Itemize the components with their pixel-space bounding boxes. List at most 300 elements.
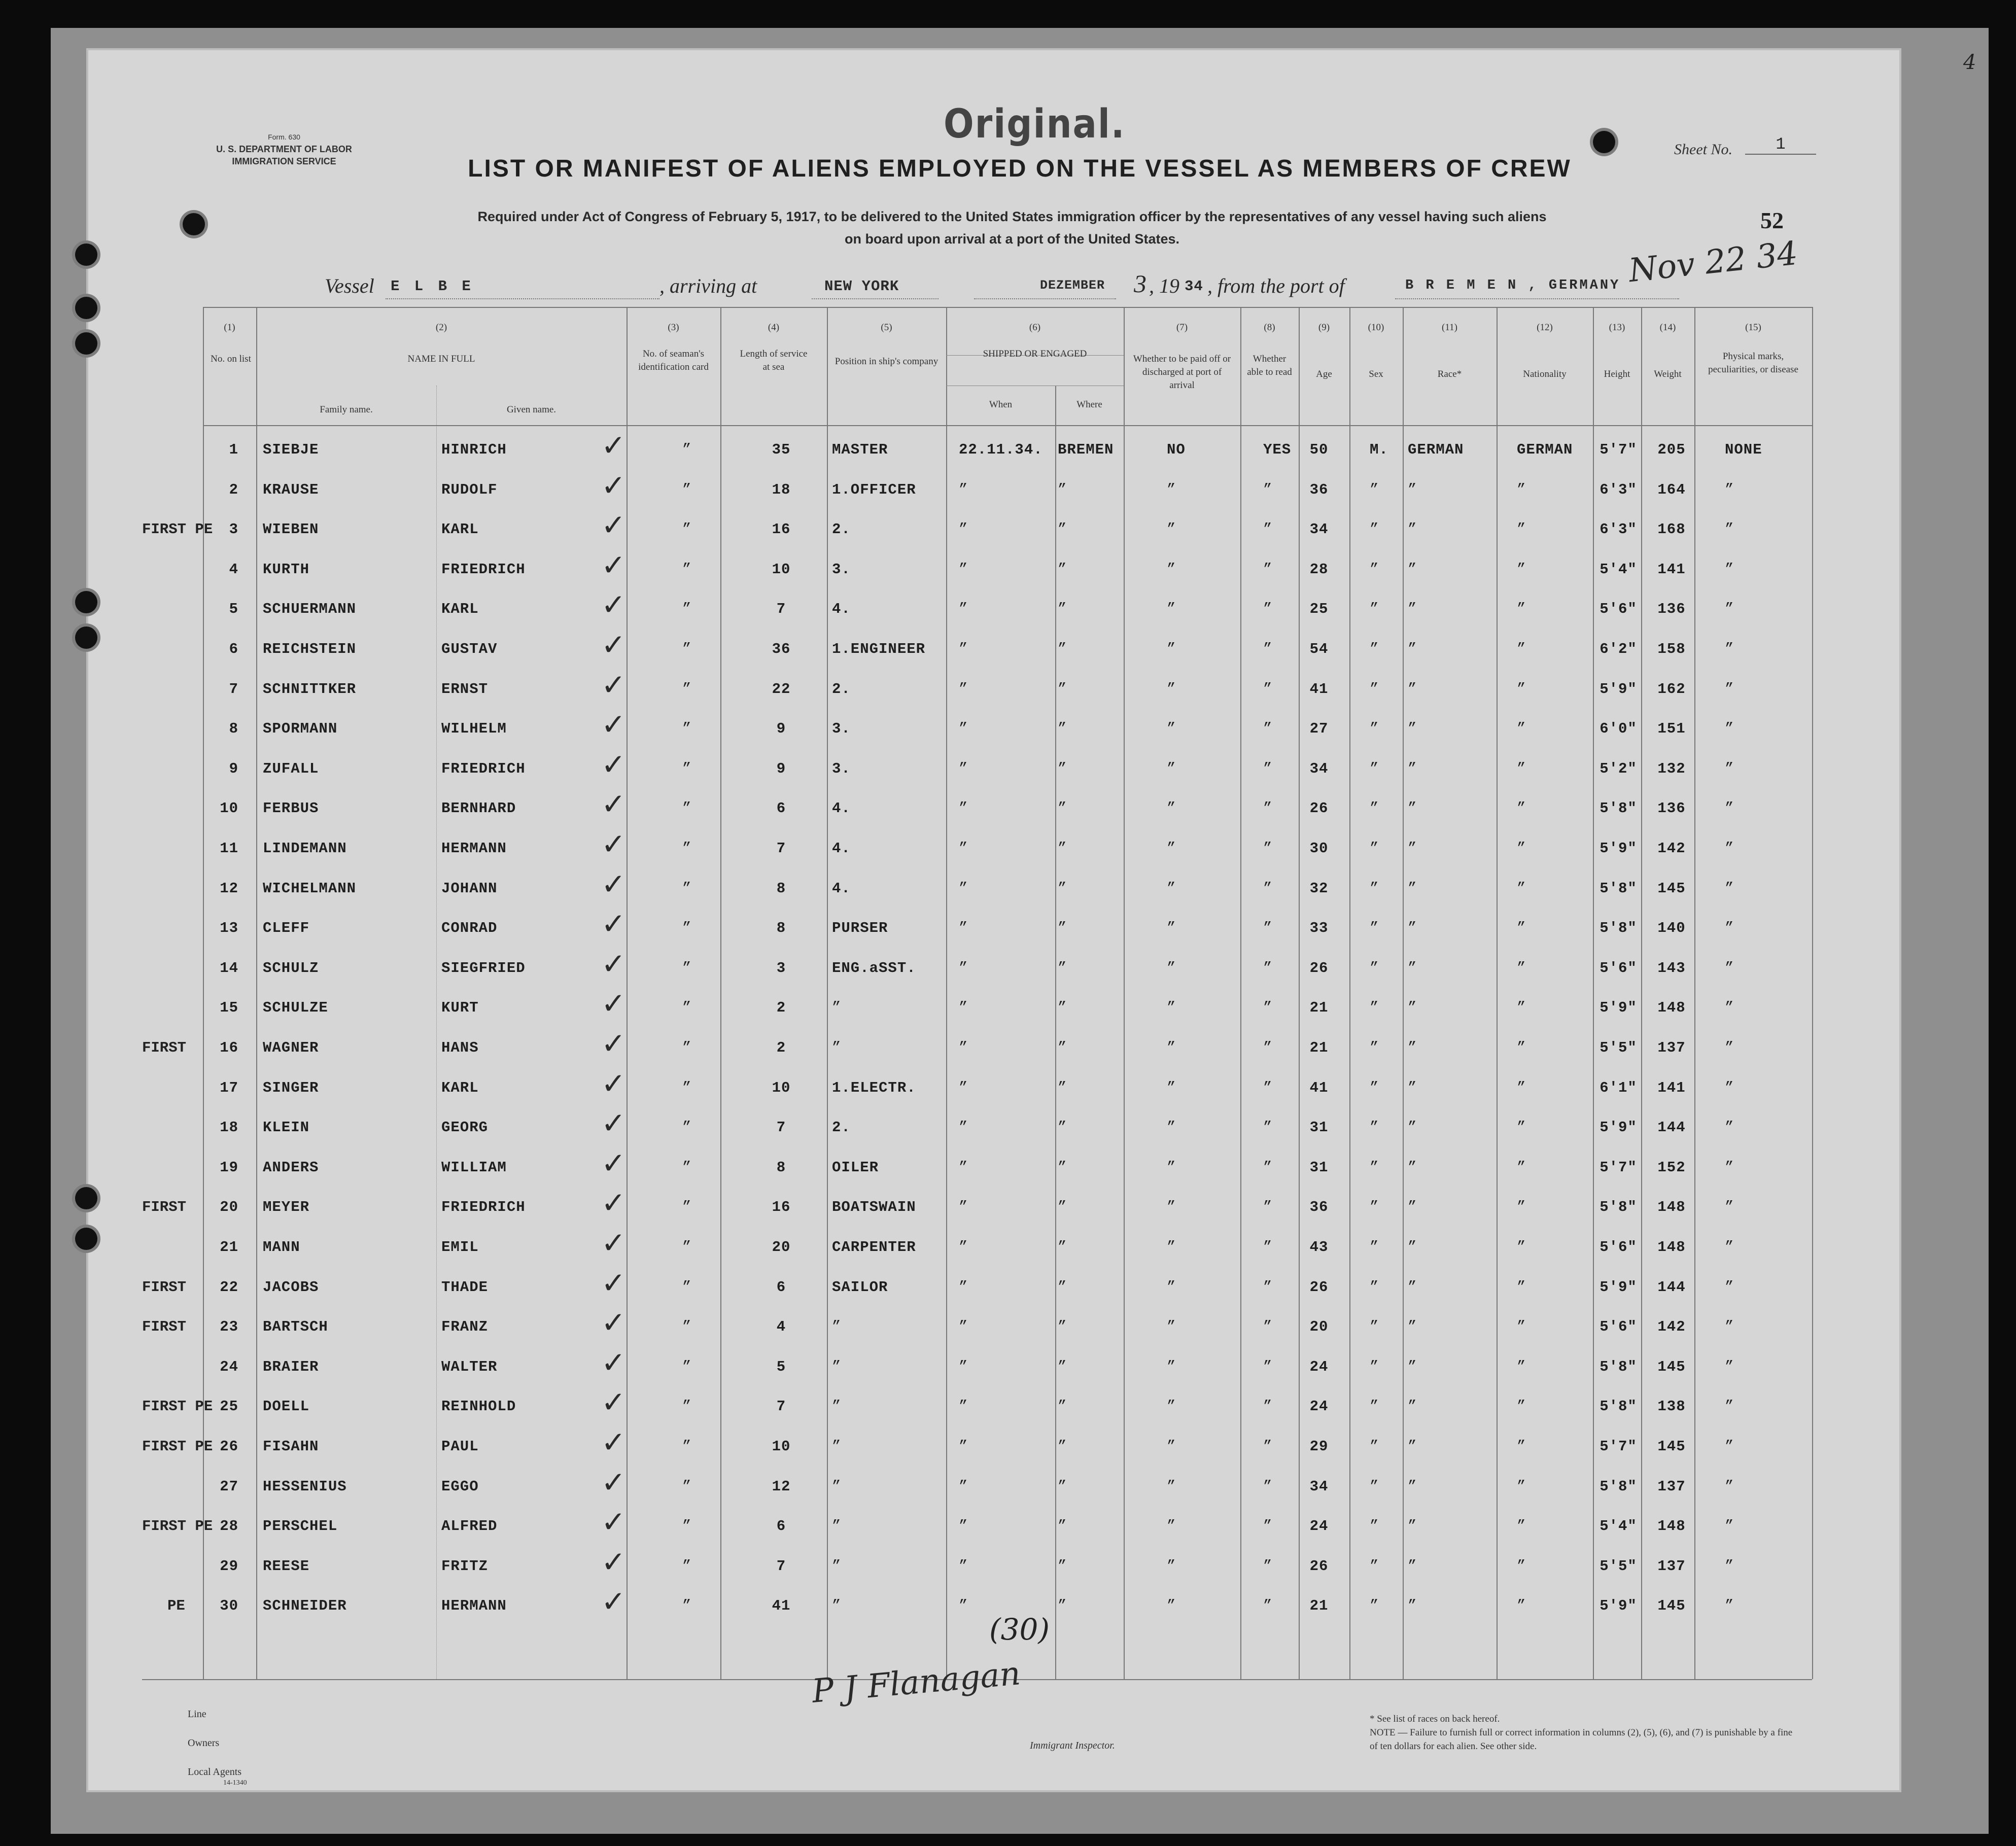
- ditto-mark: ”: [682, 1597, 692, 1615]
- cell-no: 1: [229, 441, 238, 458]
- ditto-mark: ”: [1263, 1278, 1273, 1296]
- cell-ht: 5'9": [1600, 1278, 1637, 1296]
- check-mark: ✓: [601, 1584, 627, 1619]
- cell-ht: 5'9": [1600, 840, 1637, 857]
- cell-wt: 136: [1657, 800, 1686, 817]
- cell-len: 4: [776, 1318, 786, 1336]
- vessel-name: E L B E: [391, 278, 474, 295]
- cell-pos: 3.: [832, 561, 851, 578]
- cell-sex: M.: [1370, 441, 1388, 458]
- cell-wt: 148: [1657, 999, 1686, 1017]
- ditto-mark: ”: [1263, 1438, 1273, 1455]
- ditto-mark: ”: [1517, 1119, 1526, 1136]
- ditto-mark: ”: [1263, 760, 1273, 777]
- ditto-mark: ”: [1167, 1557, 1176, 1575]
- ditto-mark: ”: [1725, 1318, 1734, 1336]
- ditto-mark: ”: [1408, 1039, 1417, 1056]
- ditto-mark: ”: [1725, 1557, 1734, 1575]
- ditto-mark: ”: [1725, 959, 1734, 977]
- ditto-mark: ”: [682, 920, 692, 937]
- col-num-13: (13): [1609, 322, 1625, 333]
- ditto-mark: ”: [1263, 1199, 1273, 1216]
- cell-wt: 152: [1657, 1159, 1686, 1176]
- ditto-mark: ”: [1263, 1398, 1273, 1415]
- ditto-mark: ”: [682, 521, 692, 538]
- ditto-mark: ”: [1725, 1438, 1734, 1455]
- cell-no: 27: [220, 1478, 238, 1495]
- ditto-mark: ”: [1263, 1079, 1273, 1096]
- cell-wt: 145: [1657, 1597, 1686, 1615]
- check-mark: ✓: [601, 1186, 627, 1221]
- ditto-mark: ”: [959, 1278, 968, 1296]
- cell-ht: 6'2": [1600, 641, 1637, 657]
- header-name-in-full: NAME IN FULL: [407, 354, 475, 364]
- cell-family: SIEBJE: [263, 441, 319, 458]
- ditto-mark: ”: [682, 720, 692, 738]
- ditto-mark: ”: [1058, 1597, 1067, 1615]
- line-label: Line: [188, 1709, 206, 1720]
- ditto-mark: ”: [1725, 601, 1734, 618]
- ditto-mark: ”: [1263, 601, 1273, 618]
- ditto-mark: ”: [1263, 1358, 1273, 1375]
- ditto-mark: ”: [1167, 720, 1176, 738]
- cell-wt: 140: [1657, 920, 1686, 937]
- cell-age: 43: [1309, 1239, 1329, 1256]
- ditto-mark: ”: [682, 1119, 692, 1136]
- ditto-mark: ”: [682, 1518, 692, 1535]
- cell-age: 21: [1309, 1039, 1329, 1056]
- ditto-mark: ”: [1058, 1398, 1067, 1415]
- ditto-mark: ”: [1408, 680, 1417, 698]
- cell-len: 16: [772, 1199, 791, 1216]
- cell-ht: 5'8": [1600, 880, 1637, 897]
- ditto-mark: ”: [1167, 800, 1176, 817]
- year-prefix: , 19: [1149, 274, 1179, 297]
- cell-no: 4: [229, 561, 238, 578]
- cell-pos: 2.: [832, 521, 851, 538]
- ditto-mark: ”: [1167, 481, 1176, 498]
- ditto-mark: ”: [1725, 999, 1734, 1017]
- ditto-mark: ”: [959, 999, 968, 1017]
- ditto-mark: ”: [1263, 1239, 1273, 1256]
- check-mark: ✓: [601, 1345, 627, 1380]
- cell-pos: CARPENTER: [832, 1239, 916, 1256]
- cell-wt: 141: [1657, 561, 1686, 578]
- table-row: [0, 508, 2016, 561]
- col-num-11: (11): [1442, 322, 1457, 333]
- ditto-mark: ”: [1517, 1159, 1526, 1176]
- table-row: [0, 1425, 2016, 1478]
- ditto-mark: ”: [1725, 1398, 1734, 1415]
- col-num-14: (14): [1659, 322, 1676, 333]
- ditto-mark: ”: [1370, 1597, 1379, 1615]
- cell-family: LINDEMANN: [263, 840, 347, 857]
- col-num-5: (5): [881, 322, 892, 333]
- ditto-mark: ”: [1167, 521, 1176, 538]
- ditto-mark: ”: [682, 481, 692, 498]
- ditto-mark: ”: [1408, 959, 1417, 977]
- ditto-mark: ”: [1263, 1597, 1273, 1615]
- cell-given: RUDOLF: [441, 481, 498, 498]
- ditto-mark: ”: [1370, 920, 1379, 937]
- ditto-mark: ”: [1517, 800, 1526, 817]
- cell-no: 24: [220, 1358, 238, 1375]
- cell-where: BREMEN: [1058, 441, 1114, 458]
- ditto-mark: ”: [1058, 920, 1067, 937]
- ditto-mark: ”: [832, 1039, 842, 1056]
- arrival-day: 3: [1134, 269, 1146, 298]
- ditto-mark: ”: [1263, 641, 1273, 657]
- cell-given: HINRICH: [441, 441, 507, 458]
- cell-given: JOHANN: [441, 880, 498, 897]
- ditto-mark: ”: [1370, 1478, 1379, 1495]
- cell-nat: GERMAN: [1517, 441, 1573, 458]
- check-mark: ✓: [601, 468, 627, 503]
- ditto-mark: ”: [1058, 760, 1067, 777]
- ditto-mark: ”: [1517, 720, 1526, 738]
- ditto-mark: ”: [1263, 680, 1273, 698]
- ditto-mark: ”: [1725, 720, 1734, 738]
- ditto-mark: ”: [682, 1199, 692, 1216]
- header-position: Position in ship's company: [835, 356, 939, 367]
- manifest-title: LIST OR MANIFEST OF ALIENS EMPLOYED ON THE VESSEL AS MEMBERS OF CREW: [468, 155, 1572, 182]
- header-seaman-id: No. of seaman's identification card: [638, 349, 709, 372]
- ditto-mark: ”: [832, 1557, 842, 1575]
- form-identification: [178, 131, 391, 167]
- ditto-mark: ”: [1370, 601, 1379, 618]
- original-stamp: Original.: [944, 101, 1126, 147]
- check-mark: ✓: [601, 428, 627, 463]
- service-name: IMMIGRATION SERVICE: [232, 156, 336, 166]
- cell-ht: 5'7": [1600, 1159, 1637, 1176]
- cell-family: SPORMANN: [263, 720, 338, 738]
- row-note: PE: [167, 1597, 185, 1615]
- ditto-mark: ”: [682, 760, 692, 777]
- ditto-mark: ”: [1263, 880, 1273, 897]
- cell-family: SCHNEIDER: [263, 1597, 347, 1615]
- ditto-mark: ”: [1167, 1159, 1176, 1176]
- table-row: [0, 827, 2016, 880]
- col-num-15: (15): [1745, 322, 1761, 333]
- cell-wt: 142: [1657, 1318, 1686, 1336]
- cell-family: FISAHN: [263, 1438, 319, 1455]
- cell-ht: 5'8": [1600, 920, 1637, 937]
- check-mark: ✓: [601, 1026, 627, 1061]
- cell-family: SCHULZE: [263, 999, 328, 1017]
- cell-no: 21: [220, 1239, 238, 1256]
- header-when: When: [989, 399, 1013, 410]
- ditto-mark: ”: [959, 481, 968, 498]
- cell-ht: 5'9": [1600, 1597, 1637, 1615]
- ditto-mark: ”: [1408, 800, 1417, 817]
- cell-len: 18: [772, 481, 791, 498]
- ditto-mark: ”: [959, 1478, 968, 1495]
- cell-given: ERNST: [441, 680, 489, 698]
- ditto-mark: ”: [1408, 760, 1417, 777]
- ditto-mark: ”: [1370, 999, 1379, 1017]
- ditto-mark: ”: [1517, 1398, 1526, 1415]
- ditto-mark: ”: [1725, 481, 1734, 498]
- ditto-mark: ”: [959, 840, 968, 857]
- cell-len: 7: [776, 1557, 786, 1575]
- cell-family: ZUFALL: [263, 760, 319, 777]
- cell-wt: 137: [1657, 1039, 1686, 1056]
- cell-ht: 5'8": [1600, 1358, 1637, 1375]
- cell-given: HERMANN: [441, 1597, 507, 1615]
- cell-no: 22: [220, 1278, 238, 1296]
- ditto-mark: ”: [1058, 1159, 1067, 1176]
- ditto-mark: ”: [1408, 601, 1417, 618]
- cell-wt: 148: [1657, 1239, 1686, 1256]
- cell-given: SIEGFRIED: [441, 959, 526, 977]
- cell-pos: 1.ENGINEER: [832, 641, 926, 657]
- table-row: [0, 907, 2016, 959]
- ditto-mark: ”: [1370, 1438, 1379, 1455]
- row-note: FIRST: [142, 1039, 187, 1056]
- ditto-mark: ”: [1370, 1518, 1379, 1535]
- ditto-mark: ”: [1517, 641, 1526, 657]
- cell-len: 12: [772, 1478, 791, 1495]
- ditto-mark: ”: [1263, 840, 1273, 857]
- check-mark: ✓: [601, 1305, 627, 1340]
- agents-label: Local Agents: [188, 1766, 242, 1778]
- cell-no: 7: [229, 680, 238, 698]
- cell-pos: 4.: [832, 840, 851, 857]
- cell-wt: 136: [1657, 601, 1686, 618]
- ditto-mark: ”: [959, 641, 968, 657]
- ditto-mark: ”: [1058, 680, 1067, 698]
- ditto-mark: ”: [1370, 561, 1379, 578]
- ditto-mark: ”: [959, 920, 968, 937]
- check-mark: ✓: [601, 1145, 627, 1180]
- table-row: [0, 1544, 2016, 1597]
- total-count: (30): [989, 1612, 1050, 1647]
- cell-no: 17: [220, 1079, 238, 1096]
- row-note: FIRST PE: [142, 1518, 213, 1535]
- ditto-mark: ”: [1408, 999, 1417, 1017]
- ditto-mark: ”: [1263, 561, 1273, 578]
- cell-wt: 137: [1657, 1478, 1686, 1495]
- cell-given: BERNHARD: [441, 800, 516, 817]
- ditto-mark: ”: [1370, 1318, 1379, 1336]
- ditto-mark: ”: [1408, 1239, 1417, 1256]
- cell-ht: 5'9": [1600, 1119, 1637, 1136]
- ditto-mark: ”: [1370, 1079, 1379, 1096]
- check-mark: ✓: [601, 628, 627, 662]
- cell-age: 36: [1309, 1199, 1329, 1216]
- ditto-mark: ”: [1370, 880, 1379, 897]
- ditto-mark: ”: [1517, 680, 1526, 698]
- cell-no: 13: [220, 920, 238, 937]
- ditto-mark: ”: [1370, 1278, 1379, 1296]
- cell-no: 15: [220, 999, 238, 1017]
- col-num-7: (7): [1176, 322, 1188, 333]
- cell-given: PAUL: [441, 1438, 479, 1455]
- ditto-mark: ”: [1408, 880, 1417, 897]
- ditto-mark: ”: [1408, 1478, 1417, 1495]
- ditto-mark: ”: [1408, 521, 1417, 538]
- cell-ht: 5'2": [1600, 760, 1637, 777]
- header-paid-off: Whether to be paid off or discharged at port of arrival: [1133, 354, 1231, 391]
- ditto-mark: ”: [1167, 840, 1176, 857]
- ditto-mark: ”: [1058, 800, 1067, 817]
- ditto-mark: ”: [1167, 1438, 1176, 1455]
- cell-no: 9: [229, 760, 238, 777]
- check-mark: ✓: [601, 986, 627, 1021]
- ditto-mark: ”: [1167, 1398, 1176, 1415]
- cell-len: 22: [772, 680, 791, 698]
- ditto-mark: ”: [1408, 1119, 1417, 1136]
- cell-len: 8: [776, 880, 786, 897]
- check-mark: ✓: [601, 787, 627, 822]
- ditto-mark: ”: [682, 680, 692, 698]
- check-mark: ✓: [601, 907, 627, 942]
- table-row: [0, 866, 2016, 920]
- vessel-label: Vessel: [325, 274, 374, 297]
- ditto-mark: ”: [1167, 561, 1176, 578]
- ditto-mark: ”: [1408, 1557, 1417, 1575]
- cell-given: FRITZ: [441, 1557, 489, 1575]
- ditto-mark: ”: [959, 1079, 968, 1096]
- ditto-mark: ”: [1370, 800, 1379, 817]
- cell-ht: 6'3": [1600, 521, 1637, 538]
- table-row: [0, 667, 2016, 720]
- ditto-mark: ”: [1725, 1518, 1734, 1535]
- ditto-mark: ”: [1167, 680, 1176, 698]
- ditto-mark: ”: [1058, 601, 1067, 618]
- ditto-mark: ”: [1167, 601, 1176, 618]
- cell-given: FRIEDRICH: [441, 561, 526, 578]
- ditto-mark: ”: [959, 561, 968, 578]
- cell-no: 28: [220, 1518, 238, 1535]
- cell-given: ALFRED: [441, 1518, 498, 1535]
- header-shipped: SHIPPED OR ENGAGED: [983, 349, 1087, 359]
- cell-family: BARTSCH: [263, 1318, 328, 1336]
- header-length-service: Length of service at sea: [740, 349, 808, 372]
- cell-len: 7: [776, 840, 786, 857]
- cell-wt: 205: [1657, 441, 1686, 458]
- check-mark: ✓: [601, 1385, 627, 1420]
- cell-ht: 5'9": [1600, 999, 1637, 1017]
- ditto-mark: ”: [1167, 880, 1176, 897]
- cell-no: 10: [220, 800, 238, 817]
- cell-no: 29: [220, 1557, 238, 1575]
- cell-family: ANDERS: [263, 1159, 319, 1176]
- subtitle-line-1: Required under Act of Congress of February 5, 1917, to be delivered to the United States immigration officer by the representatives of any vessel having such aliens: [477, 209, 1547, 224]
- ditto-mark: ”: [1725, 1358, 1734, 1375]
- ditto-mark: ”: [1408, 840, 1417, 857]
- cell-no: 6: [229, 641, 238, 657]
- ditto-mark: ”: [1370, 1159, 1379, 1176]
- table-row: [0, 428, 2016, 481]
- cell-no: 11: [220, 840, 238, 857]
- ditto-mark: ”: [1408, 1398, 1417, 1415]
- ditto-mark: ”: [682, 1239, 692, 1256]
- ditto-mark: ”: [959, 1358, 968, 1375]
- ditto-mark: ”: [1370, 1039, 1379, 1056]
- handwritten-date: Nov 22 34: [1627, 234, 1800, 290]
- ditto-mark: ”: [1725, 1278, 1734, 1296]
- cell-read: YES: [1263, 441, 1292, 458]
- ditto-mark: ”: [959, 1438, 968, 1455]
- cell-ht: 5'6": [1600, 959, 1637, 977]
- cell-given: FRIEDRICH: [441, 760, 526, 777]
- col-num-1: (1): [224, 322, 235, 333]
- ditto-mark: ”: [1517, 920, 1526, 937]
- ditto-mark: ”: [1725, 1159, 1734, 1176]
- cell-wt: 144: [1657, 1278, 1686, 1296]
- ditto-mark: ”: [959, 680, 968, 698]
- ditto-mark: ”: [959, 1039, 968, 1056]
- race-note: * See list of races on back hereof.: [1370, 1714, 1500, 1724]
- ditto-mark: ”: [1408, 561, 1417, 578]
- cell-given: HANS: [441, 1039, 479, 1056]
- cell-ht: 6'1": [1600, 1079, 1637, 1096]
- ditto-mark: ”: [1058, 1478, 1067, 1495]
- cell-len: 8: [776, 920, 786, 937]
- cell-no: 8: [229, 720, 238, 738]
- ditto-mark: ”: [1370, 1239, 1379, 1256]
- cell-wt: 148: [1657, 1518, 1686, 1535]
- corner-number: 4: [1963, 51, 1976, 74]
- cell-len: 8: [776, 1159, 786, 1176]
- cell-wt: 137: [1657, 1557, 1686, 1575]
- cell-age: 26: [1309, 1278, 1329, 1296]
- ditto-mark: ”: [1058, 1278, 1067, 1296]
- cell-ht: 5'8": [1600, 1199, 1637, 1216]
- ditto-mark: ”: [1725, 760, 1734, 777]
- cell-no: 26: [220, 1438, 238, 1455]
- cell-paid: NO: [1167, 441, 1186, 458]
- ditto-mark: ”: [682, 561, 692, 578]
- ditto-mark: ”: [959, 1597, 968, 1615]
- sheet-number: 1: [1745, 135, 1816, 155]
- header-race: Race*: [1437, 369, 1462, 379]
- cell-age: 26: [1309, 1557, 1329, 1575]
- ditto-mark: ”: [1058, 840, 1067, 857]
- ditto-mark: ”: [682, 601, 692, 618]
- col-num-4: (4): [768, 322, 780, 333]
- ditto-mark: ”: [1263, 1557, 1273, 1575]
- ditto-mark: ”: [959, 1239, 968, 1256]
- ditto-mark: ”: [1517, 1039, 1526, 1056]
- ditto-mark: ”: [1370, 840, 1379, 857]
- ditto-mark: ”: [1517, 561, 1526, 578]
- cell-wt: 145: [1657, 1358, 1686, 1375]
- cell-ht: 5'4": [1600, 1518, 1637, 1535]
- header-where: Where: [1076, 399, 1102, 410]
- cell-pos: 4.: [832, 601, 851, 618]
- row-note: FIRST PE: [142, 1438, 213, 1455]
- cell-len: 2: [776, 1039, 786, 1056]
- punch-hole: [183, 213, 205, 235]
- arrival-port: NEW YORK: [824, 278, 899, 295]
- cell-age: 21: [1309, 999, 1329, 1017]
- ditto-mark: ”: [1725, 800, 1734, 817]
- arrival-year: 34: [1185, 278, 1203, 295]
- cell-wt: 138: [1657, 1398, 1686, 1415]
- header-given-name: Given name.: [506, 404, 557, 415]
- table-row: [0, 1385, 2016, 1438]
- cell-age: 34: [1309, 521, 1329, 538]
- header-weight: Weight: [1654, 369, 1682, 379]
- ditto-mark: ”: [1167, 1518, 1176, 1535]
- col-num-3: (3): [668, 322, 679, 333]
- ditto-mark: ”: [1370, 521, 1379, 538]
- cell-no: 5: [229, 601, 238, 618]
- ditto-mark: ”: [682, 1159, 692, 1176]
- ditto-mark: ”: [1408, 1278, 1417, 1296]
